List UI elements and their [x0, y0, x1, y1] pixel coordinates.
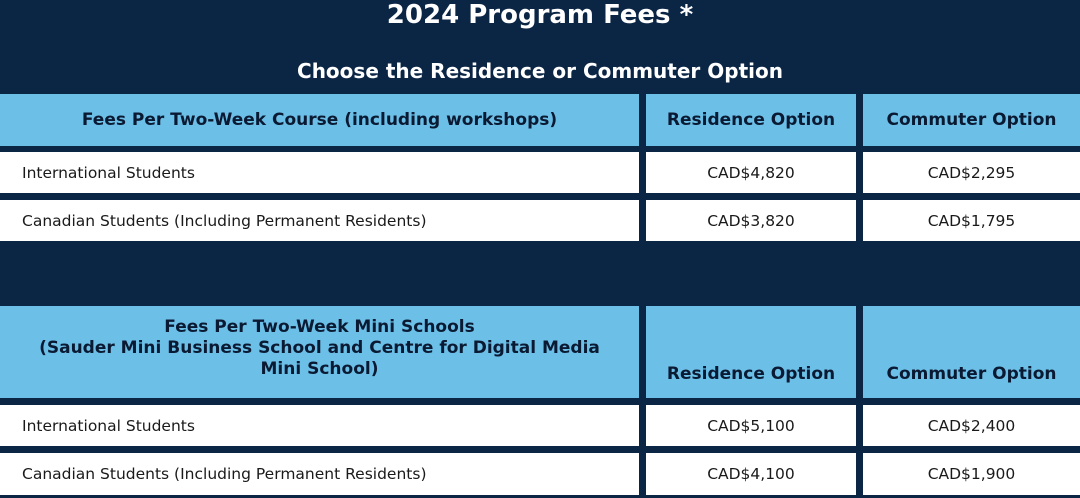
page-subtitle: Choose the Residence or Commuter Option [297, 59, 783, 83]
table-row-residence: CAD$4,820 [646, 152, 856, 193]
table-row-residence: CAD$3,820 [646, 200, 856, 241]
table-row-residence: CAD$4,100 [646, 453, 856, 495]
table-row-commuter: CAD$2,400 [863, 405, 1080, 446]
table-header-commuter: Commuter Option [863, 94, 1080, 146]
table-row-label: International Students [0, 152, 639, 193]
table-row-residence: CAD$5,100 [646, 405, 856, 446]
table-header-label: Fees Per Two-Week Course (including workshops) [0, 94, 639, 146]
table-header-commuter: Commuter Option [863, 306, 1080, 398]
page-title: 2024 Program Fees * [386, 0, 694, 30]
table-row-commuter: CAD$1,795 [863, 200, 1080, 241]
table-row-label: Canadian Students (Including Permanent Residents) [0, 453, 639, 495]
table-header-residence: Residence Option [646, 306, 856, 398]
table-header-label-text: Fees Per Two-Week Mini Schools (Sauder Mini Business School and Centre for Digital Media Mini School) [39, 317, 600, 379]
table-row-commuter: CAD$1,900 [863, 453, 1080, 495]
table-row-commuter: CAD$2,295 [863, 152, 1080, 193]
table-row-label: International Students [0, 405, 639, 446]
table-header-label [0, 306, 639, 398]
table-header-residence: Residence Option [646, 94, 856, 146]
table-row-label: Canadian Students (Including Permanent Residents) [0, 200, 639, 241]
